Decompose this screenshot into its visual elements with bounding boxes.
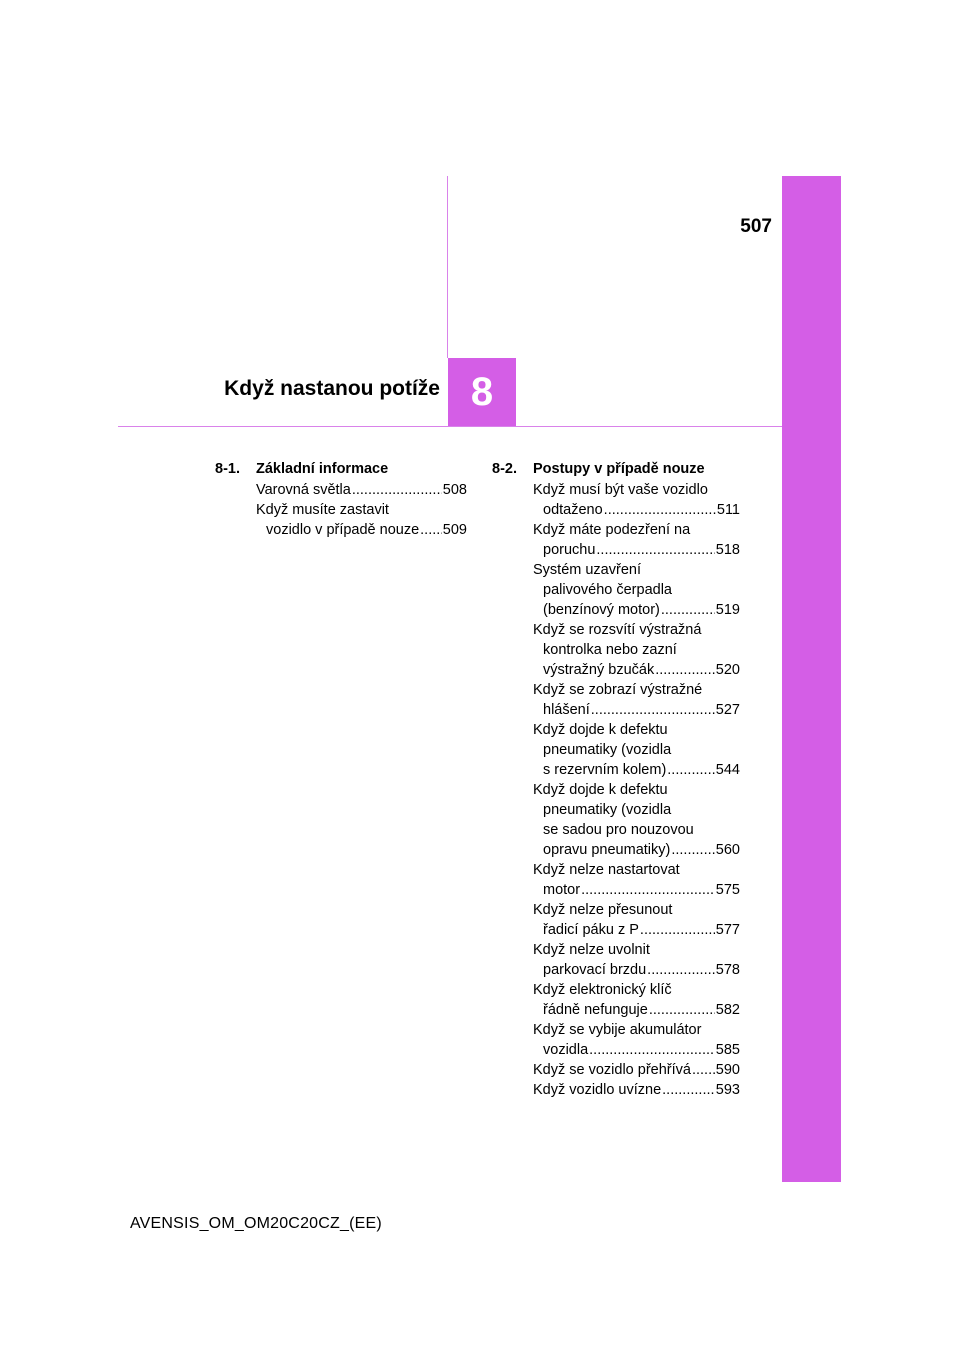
toc-entry-last-line — [533, 1060, 740, 1080]
toc-entry-last-line — [256, 480, 467, 500]
vertical-rule — [447, 176, 448, 358]
toc-entry-line: kontrolka nebo zazní — [543, 642, 677, 658]
toc-entry-last-line — [533, 700, 740, 720]
chapter-number-box — [448, 358, 516, 426]
dot-leader — [667, 760, 715, 780]
dot-leader — [661, 600, 715, 620]
chapter-title: Když nastanou potíže — [224, 377, 440, 400]
section-heading — [215, 459, 467, 479]
toc-entry-line: Varovná světla — [256, 482, 351, 498]
toc-entry[interactable] — [533, 520, 740, 560]
toc-entry[interactable] — [533, 480, 740, 520]
toc-entry-last-line — [533, 1080, 740, 1100]
toc-entry-last-line — [533, 760, 740, 780]
toc-entry-line: Když se vozidlo přehřívá — [533, 1062, 691, 1078]
toc-entry-line: Když se rozsvítí výstražná — [533, 622, 702, 638]
section-heading — [492, 459, 740, 479]
toc-entry-last-line — [533, 1000, 740, 1020]
toc-entry-text — [533, 980, 740, 1020]
toc-entry-last-line — [533, 840, 740, 860]
section-title: Základní informace — [256, 461, 389, 477]
toc-entry-last-line — [256, 520, 467, 540]
toc-entry-line: s rezervním kolem) — [543, 762, 667, 778]
toc-entry[interactable] — [533, 620, 740, 680]
toc-entry-page: 509 — [442, 522, 467, 538]
toc-entry-line: pneumatiky (vozidla — [543, 742, 672, 758]
toc-entry-line: parkovací brzdu — [543, 962, 647, 978]
dot-leader — [604, 500, 716, 520]
toc-entry[interactable] — [533, 680, 740, 720]
toc-entry-last-line — [533, 1040, 740, 1060]
toc-entry-text — [533, 680, 740, 720]
toc-entry-page: 520 — [715, 662, 740, 678]
toc-entry-line: Systém uzavření — [533, 562, 641, 578]
toc-entry-text — [256, 500, 467, 540]
toc-entry-last-line — [533, 960, 740, 980]
section-title: Postupy v případě nouze — [533, 461, 705, 477]
toc-entry-text — [533, 480, 740, 520]
toc-entry-text — [533, 1080, 740, 1100]
toc-entry[interactable] — [256, 480, 467, 500]
dot-leader — [649, 1000, 715, 1020]
toc-entry-line: se sadou pro nouzovou — [543, 822, 694, 838]
toc-entry-line: vozidla — [543, 1042, 589, 1058]
toc-entry-last-line — [533, 660, 740, 680]
toc-entry-line: řádně nefunguje — [543, 1002, 648, 1018]
document-code: AVENSIS_OM_OM20C20CZ_(EE) — [130, 1215, 382, 1232]
toc-entry-line: Když musí být vaše vozidlo — [533, 482, 708, 498]
toc-entry-text — [533, 780, 740, 860]
dot-leader — [352, 480, 442, 500]
toc-entry-text — [533, 620, 740, 680]
toc-entry-line: poruchu — [543, 542, 596, 558]
toc-entry-page: 590 — [715, 1062, 740, 1078]
toc-entry-line: Když dojde k defektu — [533, 722, 668, 738]
toc-entry-line: Když nelze nastartovat — [533, 862, 680, 878]
toc-entry-last-line — [533, 920, 740, 940]
toc-entry-page: 577 — [715, 922, 740, 938]
toc-entry-page: 575 — [715, 882, 740, 898]
toc-entry-line: Když vozidlo uvízne — [533, 1082, 662, 1098]
toc-entry-page: 511 — [716, 502, 740, 518]
toc-entry-text — [533, 900, 740, 940]
toc-entry-text — [533, 940, 740, 980]
toc-entry-line: pneumatiky (vozidla — [543, 802, 672, 818]
toc-entry-line: palivového čerpadla — [543, 582, 672, 598]
toc-entry-line: opravu pneumatiky) — [543, 842, 671, 858]
toc-entry-line: Když dojde k defektu — [533, 782, 668, 798]
toc-entry-line: Když se zobrazí výstražné — [533, 682, 703, 698]
toc-entry-last-line — [533, 880, 740, 900]
chapter-number: 8 — [470, 369, 494, 414]
toc-entry-line: Když nelze přesunout — [533, 902, 673, 918]
toc-entry-page: 518 — [715, 542, 740, 558]
toc-entry-text — [533, 560, 740, 620]
dot-leader — [671, 840, 714, 860]
toc-entry-line: odtaženo — [543, 502, 603, 518]
toc-entry-list — [533, 480, 740, 1100]
toc-entry-page: 585 — [715, 1042, 740, 1058]
toc-entry-last-line — [533, 540, 740, 560]
toc-entry[interactable] — [533, 860, 740, 900]
chapter-side-tab — [782, 176, 841, 1182]
toc-entry[interactable] — [533, 1060, 740, 1080]
toc-entry-page: 527 — [715, 702, 740, 718]
toc-entry-page: 593 — [715, 1082, 740, 1098]
toc-entry-line: hlášení — [543, 702, 590, 718]
toc-entry[interactable] — [533, 900, 740, 940]
page-number: 507 — [740, 216, 772, 237]
toc-entry-line: Když máte podezření na — [533, 522, 691, 538]
section-number: 8-1. — [215, 461, 240, 477]
toc-entry-line: motor — [543, 882, 581, 898]
toc-entry[interactable] — [533, 560, 740, 620]
toc-entry-line: výstražný bzučák — [543, 662, 655, 678]
toc-entry[interactable] — [533, 940, 740, 980]
toc-entry[interactable] — [533, 780, 740, 860]
dot-leader — [655, 660, 715, 680]
toc-entry-line: Když se vybije akumulátor — [533, 1022, 702, 1038]
toc-entry-text — [256, 480, 467, 500]
toc-entry-page: 508 — [442, 482, 467, 498]
toc-entry[interactable] — [533, 720, 740, 780]
dot-leader — [640, 920, 715, 940]
dot-leader — [589, 1040, 715, 1060]
dot-leader — [596, 540, 714, 560]
toc-entry-text — [533, 860, 740, 900]
toc-entry-line: řadicí páku z P — [543, 922, 639, 938]
toc-entry[interactable] — [533, 980, 740, 1020]
toc-section-8-1 — [215, 459, 467, 540]
toc-entry[interactable] — [533, 1080, 740, 1100]
toc-entry-text — [533, 1060, 740, 1080]
dot-leader — [662, 1080, 715, 1100]
toc-entry[interactable] — [256, 500, 467, 540]
toc-entry-page: 519 — [715, 602, 740, 618]
section-number: 8-2. — [492, 461, 517, 477]
toc-entry-text — [533, 1020, 740, 1060]
toc-entry-text — [533, 720, 740, 780]
toc-entry[interactable] — [533, 1020, 740, 1060]
toc-entry-page: 544 — [715, 762, 740, 778]
toc-entry-last-line — [533, 500, 740, 520]
dot-leader — [647, 960, 715, 980]
toc-entry-last-line — [533, 600, 740, 620]
horizontal-rule — [118, 426, 782, 427]
toc-entry-page: 560 — [715, 842, 740, 858]
toc-entry-page: 582 — [715, 1002, 740, 1018]
toc-entry-line: Když musíte zastavit — [256, 502, 389, 518]
toc-entry-list — [256, 480, 467, 540]
toc-entry-page: 578 — [715, 962, 740, 978]
toc-entry-text — [533, 520, 740, 560]
toc-entry-line: vozidlo v případě nouze — [266, 522, 420, 538]
toc-entry-line: (benzínový motor) — [543, 602, 660, 618]
toc-entry-line: Když nelze uvolnit — [533, 942, 650, 958]
dot-leader — [591, 700, 715, 720]
toc-section-8-2 — [492, 459, 740, 1100]
dot-leader — [692, 1060, 715, 1080]
dot-leader — [420, 520, 442, 540]
toc-entry-line: Když elektronický klíč — [533, 982, 672, 998]
dot-leader — [581, 880, 715, 900]
